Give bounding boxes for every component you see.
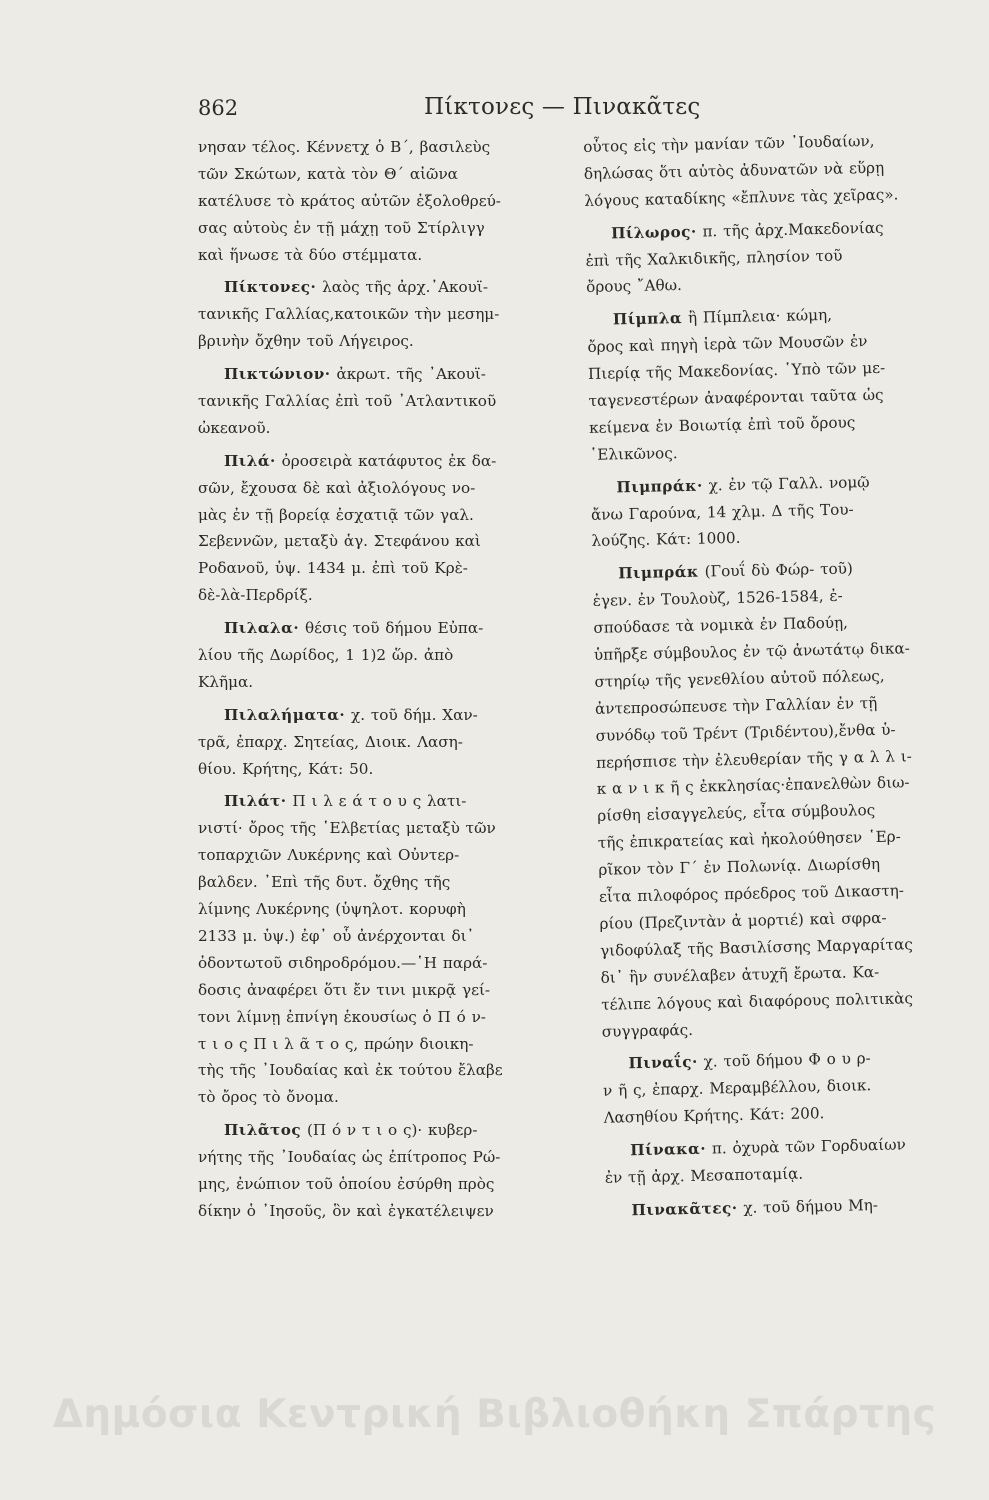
line-text: τέλιπε λόγους καὶ διαφόρους πολιτικὰς xyxy=(601,988,914,1014)
line-text: Κλῆμα. xyxy=(198,672,254,691)
text-line xyxy=(198,502,542,529)
text-line xyxy=(198,815,542,842)
dictionary-entry xyxy=(602,1044,952,1132)
dictionary-entry xyxy=(198,448,542,609)
text-line xyxy=(198,242,542,269)
text-line xyxy=(198,448,542,475)
line-text: νήτης τῆς ᾿Ιουδαίας ὡς ἐπίτροπος Ρώ- xyxy=(198,1148,501,1167)
right-column xyxy=(583,127,954,1225)
entry-headword: Πιλαλα· xyxy=(224,619,300,638)
line-text: χ. ἐν τῷ Γαλλ. νομῷ xyxy=(708,472,870,495)
line-text: γιδοφύλαξ τῆς Βασιλίσσης Μαργαρίτας xyxy=(599,935,913,960)
dictionary-entry xyxy=(605,1190,953,1224)
entry-headword: Πιμπράκ xyxy=(618,563,699,583)
text-line xyxy=(198,1031,542,1058)
line-text: συγγραφάς. xyxy=(601,1020,694,1041)
text-line xyxy=(198,1057,542,1084)
continued-text xyxy=(583,127,933,215)
line-text: δηλώσας ὅτι αὐτὸς ἀδυνατῶν νὰ εὕρῃ xyxy=(583,158,885,183)
text-line xyxy=(198,582,542,609)
text-line xyxy=(198,555,542,582)
text-line xyxy=(198,475,542,502)
line-text: σῶν, ἔχουσα δὲ καὶ ἀξιολόγους νο- xyxy=(198,478,476,497)
line-text: συνόδῳ τοῦ Τρέντ (Τριδέντου),ἔνθα ὑ- xyxy=(595,720,896,745)
text-line xyxy=(198,896,542,923)
line-text: περήσπισε τὴν ἐλευθερίαν τῆς γ α λ λ ι- xyxy=(595,746,913,772)
dictionary-entry xyxy=(585,213,935,301)
line-text: Πιερίᾳ τῆς Μακεδονίας. ῾Υπὸ τῶν με- xyxy=(587,358,886,384)
line-text: Σεβεννῶν, μεταξὺ ἁγ. Στεφάνου καὶ xyxy=(198,532,481,551)
line-text: π. τῆς ἀρχ.Μακεδονίας xyxy=(702,218,884,241)
text-line xyxy=(198,361,542,388)
text-line xyxy=(198,869,542,896)
line-text: π. ὀχυρὰ τῶν Γορδυαίων xyxy=(711,1135,906,1158)
line-text: τὴς τῆς ᾿Ιουδαίας καὶ ἐκ τούτου ἔλαβε xyxy=(198,1061,503,1080)
text-line xyxy=(198,161,542,188)
line-text: ἀκρωτ. τῆς ᾿Ακουϊ- xyxy=(336,365,486,384)
line-text: ἐγεν. ἐν Τουλοὺζ, 1526-1584, ἐ- xyxy=(592,586,843,611)
line-text: ἄνω Γαρούνα, 14 χλμ. Δ τῆς Του- xyxy=(590,499,854,524)
entry-headword: Πιλαλήματα· xyxy=(224,705,346,724)
line-text: (Π ό ν τ ι ο ς)· κυβερ- xyxy=(306,1121,478,1140)
line-text: κατέλυσε τὸ κράτος αὐτῶν ἐξολοθρεύ- xyxy=(198,191,501,210)
line-text: λόγους καταδίκης «ἔπλυνε τὰς χεῖρας». xyxy=(584,185,899,210)
text-line xyxy=(198,274,542,301)
text-line xyxy=(198,702,542,729)
library-watermark: Δημόσια Κεντρική Βιβλιοθήκη Σπάρτης xyxy=(52,1392,937,1437)
text-line xyxy=(198,188,542,215)
line-text: ὄρος καὶ πηγὴ ἱερὰ τῶν Μουσῶν ἐν xyxy=(587,332,868,357)
line-text: δίκην ὁ ᾿Ιησοῦς, ὃν καὶ ἐγκατέλειψεν xyxy=(198,1201,494,1220)
text-line xyxy=(198,788,542,815)
entry-headword: Πίνακα· xyxy=(630,1139,707,1160)
line-text: δοσις ἀναφέρει ὅτι ἔν τινι μικρᾷ γεί- xyxy=(198,980,491,999)
line-text: τανικῆς Γαλλίας,κατοικῶν τὴν μεσημ- xyxy=(198,305,500,324)
entry-headword: Πιμπράκ· xyxy=(616,476,703,497)
line-text: βρινὴν ὄχθην τοῦ Λήγειρος. xyxy=(198,332,414,351)
line-text: ὀδοντωτοῦ σιδηροδρόμου.—῾Η παρά- xyxy=(198,953,488,972)
dictionary-entry xyxy=(198,615,542,696)
line-text: κ α ν ι κ ῆ ς ἐκκλησίας·ἐπανελθὼν διω- xyxy=(596,773,910,799)
line-text: χ. τοῦ δήμου Μη- xyxy=(743,1195,879,1217)
line-text: ὠκεανοῦ. xyxy=(198,418,271,437)
continued-text xyxy=(198,134,542,268)
line-text: τονι λίμνῃ ἐπνίγη ἑκουσίως ὁ Π ό ν- xyxy=(198,1007,486,1026)
line-text: δι᾿ ἣν συνέλαβεν ἀτυχῆ ἔρωτα. Κα- xyxy=(600,962,880,987)
entry-headword: Πίλωρος· xyxy=(610,222,697,243)
text-line xyxy=(198,729,542,756)
entry-headword: Πιλᾶτος xyxy=(224,1121,302,1140)
text-line xyxy=(198,642,542,669)
line-text: (Γουΐ δὺ Φώρ- τοῦ) xyxy=(704,559,854,581)
line-text: οὗτος εἰς τὴν μανίαν τῶν ᾿Ιουδαίων, xyxy=(583,131,875,156)
line-text: ῾Ελικῶνος. xyxy=(589,443,678,464)
line-text: τ ι ο ς Π ι λ ᾶ τ ο ς, πρώην διοικη- xyxy=(198,1034,474,1053)
line-text: Ροδανοῦ, ὑψ. 1434 μ. ἐπὶ τοῦ Κρὲ- xyxy=(198,559,468,578)
dictionary-entry xyxy=(590,467,940,555)
text-line xyxy=(198,977,542,1004)
text-line xyxy=(198,1171,542,1198)
text-line xyxy=(198,1198,542,1225)
line-text: ἐν τῇ ἀρχ. Μεσαποταμίᾳ. xyxy=(604,1164,804,1187)
line-text: κείμενα ἐν Βοιωτίᾳ ἐπὶ τοῦ ὄρους xyxy=(588,413,856,437)
dictionary-entry xyxy=(592,554,950,1045)
left-column xyxy=(198,134,542,1225)
line-text: λίμνης Λυκέρνης (ὑψηλοτ. κορυφὴ xyxy=(198,900,466,919)
line-text: ρῖκον τὸν Γ΄ ἐν Πολωνίᾳ. Διωρίσθη xyxy=(598,855,881,879)
line-text: ἐπὶ τῆς Χαλκιδικῆς, πλησίον τοῦ xyxy=(585,246,843,270)
line-text: ν ῆ ς, ἐπαρχ. Μεραμβέλλου, διοικ. xyxy=(602,1076,872,1101)
line-text: λούζης. Κάτ: 1000. xyxy=(591,529,741,551)
line-text: ὀροσειρὰ κατάφυτος ἐκ δα- xyxy=(281,451,497,470)
line-text: σας αὐτοὺς ἐν τῇ μάχῃ τοῦ Στίρλιγγ xyxy=(198,218,485,237)
line-text: ταγενεστέρων ἀναφέρονται ταῦτα ὡς xyxy=(588,385,884,410)
page-number: 862 xyxy=(198,96,239,120)
line-text: ὄρους ῎Αθω. xyxy=(586,276,683,297)
line-text: ρίου (Πρεζιντὰν ἀ μορτιέ) καὶ σφρα- xyxy=(599,908,887,933)
line-text: βαλδεν. ᾿Επὶ τῆς δυτ. ὄχθης τῆς xyxy=(198,873,451,892)
line-text: θέσις τοῦ δήμου Εὐπα- xyxy=(304,619,484,638)
dictionary-entry xyxy=(587,300,938,469)
text-line xyxy=(198,842,542,869)
text-line xyxy=(198,1004,542,1031)
text-line xyxy=(198,756,542,783)
text-line xyxy=(198,1084,542,1111)
page-header xyxy=(198,96,798,126)
line-text: τρᾶ, ἐπαρχ. Σητείας, Διοικ. Λαση- xyxy=(198,732,463,751)
line-text: Λασηθίου Κρήτης. Κάτ: 200. xyxy=(603,1104,825,1127)
line-text: ὑπῆρξε σύμβουλος ἐν τῷ ἀνωτάτῳ δικα- xyxy=(593,639,911,664)
line-text: 2133 μ. ὑψ.) ἐφ᾿ οὗ ἀνέρχονται δι᾿ xyxy=(198,926,475,945)
dictionary-entry xyxy=(604,1131,953,1192)
text-line xyxy=(198,923,542,950)
line-text: ἀντεπροσώπευσε τὴν Γαλλίαν ἐν τῇ xyxy=(594,693,878,718)
line-text: δὲ-λὰ-Περδρίξ. xyxy=(198,586,313,605)
text-line xyxy=(198,388,542,415)
line-text: Π ι λ ε ά τ ο υ ς λατι- xyxy=(292,792,467,811)
dictionary-entry xyxy=(198,361,542,442)
entry-headword: Πιναΐς· xyxy=(628,1053,698,1073)
line-text: τῆς ἐπικρατείας καὶ ἠκολούθησεν ῾Ερ- xyxy=(597,827,901,853)
line-text: ρίσθη εἰσαγγελεύς, εἶτα σύμβουλος xyxy=(597,801,876,826)
dictionary-entry xyxy=(198,274,542,355)
dictionary-entry xyxy=(198,1117,542,1225)
text-line xyxy=(198,1144,542,1171)
text-line xyxy=(198,301,542,328)
entry-headword: Πιλά· xyxy=(224,451,276,470)
line-text: χ. τοῦ δήμ. Χαν- xyxy=(351,705,478,724)
text-line xyxy=(198,1117,542,1144)
text-line xyxy=(198,415,542,442)
entry-headword: Πίκτονες· xyxy=(224,278,317,297)
entry-headword: Πικτώνιον· xyxy=(224,365,331,384)
line-text: τανικῆς Γαλλίας ἐπὶ τοῦ ᾿Ατλαντικοῦ xyxy=(198,392,497,411)
dictionary-entry xyxy=(198,702,542,783)
line-text: τοπαρχιῶν Λυκέρνης καὶ Οὐντερ- xyxy=(198,846,460,865)
line-text: σπούδασε τὰ νομικὰ ἐν Παδούῃ, xyxy=(593,613,849,638)
entry-headword: Πιλάτ· xyxy=(224,792,287,811)
line-text: εἶτα πιλοφόρος πρόεδρος τοῦ Δικαστη- xyxy=(598,881,905,906)
text-line xyxy=(198,215,542,242)
line-text: καὶ ἥνωσε τὰ δύο στέμματα. xyxy=(198,245,423,264)
text-line xyxy=(198,669,542,696)
line-text: μὰς ἐν τῇ βορείᾳ ἐσχατιᾷ τῶν γαλ. xyxy=(198,505,474,524)
line-text: μης, ἐνώπιον τοῦ ὁποίου ἐσύρθη πρὸς xyxy=(198,1174,495,1193)
line-text: λίου τῆς Δωρίδος, 1 1)2 ὥρ. ἀπὸ xyxy=(198,646,454,665)
line-text: τὸ ὄρος τὸ ὄνομα. xyxy=(198,1088,339,1107)
text-line xyxy=(198,134,542,161)
entry-headword: Πίμπλα xyxy=(612,309,683,329)
line-text: θίου. Κρήτης, Κάτ: 50. xyxy=(198,759,374,778)
entry-headword: Πινακᾶτες· xyxy=(631,1198,738,1220)
text-line xyxy=(198,950,542,977)
line-text: χ. τοῦ δήμου Φ ο υ ρ- xyxy=(703,1049,871,1072)
line-text: νησαν τέλος. Κέννετχ ὁ Β΄, βασιλεὺς xyxy=(198,138,491,156)
text-line xyxy=(198,328,542,355)
text-line xyxy=(198,528,542,555)
dictionary-entry xyxy=(198,788,542,1111)
running-head: Πίκτονες — Πινακᾶτες xyxy=(424,94,701,120)
text-line xyxy=(198,615,542,642)
line-text: λαὸς τῆς ἀρχ.᾿Ακουϊ- xyxy=(322,278,488,297)
line-text: νιστί· ὄρος τῆς ῾Ελβετίας μεταξὺ τῶν xyxy=(198,819,496,838)
line-text: τῶν Σκώτων, κατὰ τὸν Θ΄ αἰῶνα xyxy=(198,164,458,183)
line-text: στηρίῳ τῆς γενεθλίου αὐτοῦ πόλεως, xyxy=(594,666,885,691)
text-line xyxy=(605,1190,953,1224)
line-text: ἢ Πίμπλεια· κώμη, xyxy=(687,306,833,328)
